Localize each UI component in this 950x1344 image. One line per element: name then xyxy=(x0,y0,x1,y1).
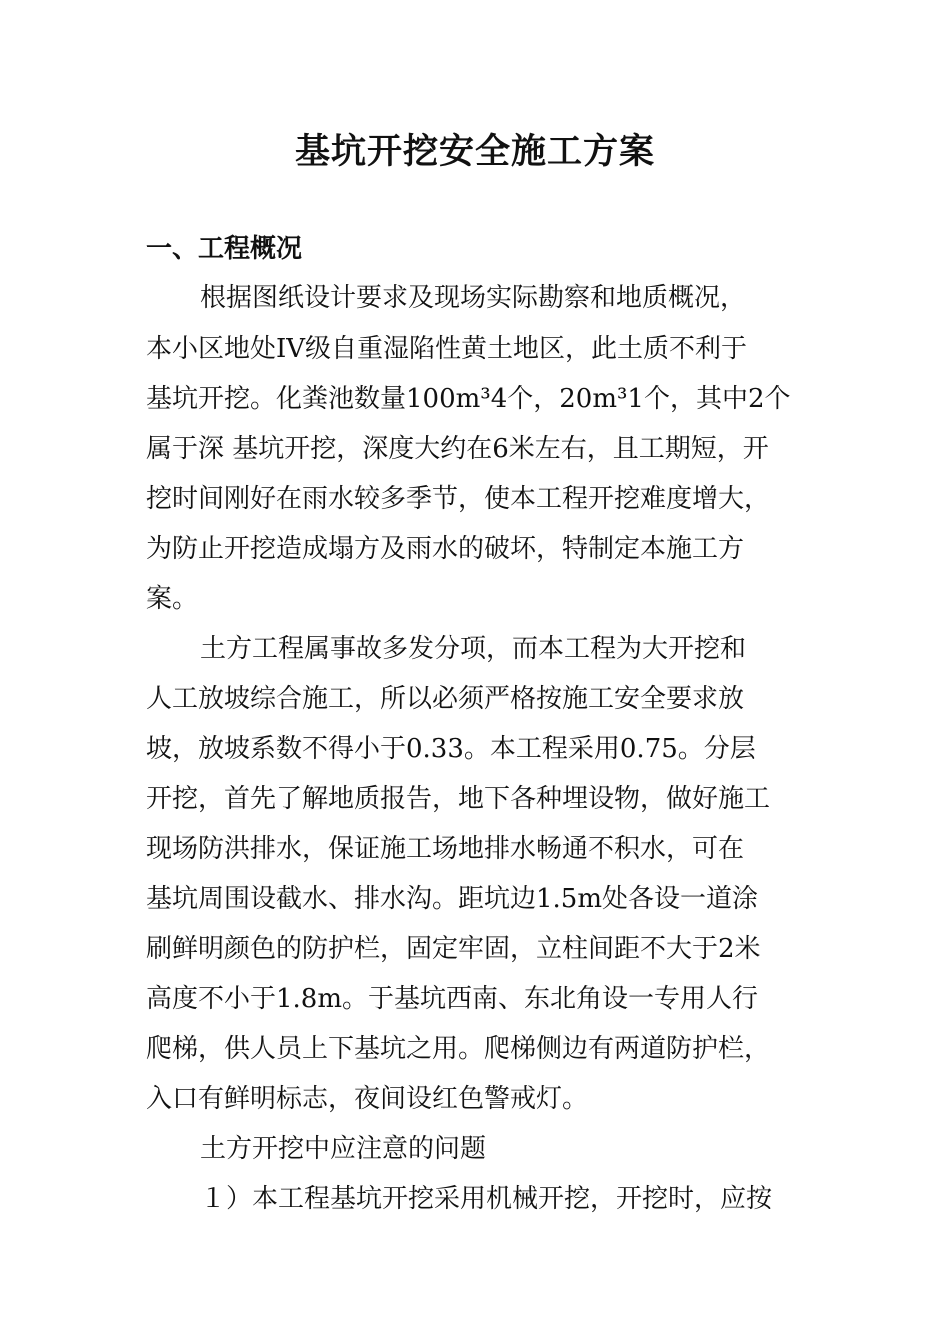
paragraph-line: 人工放坡综合施工，所以必须严格按施工安全要求放 xyxy=(146,684,745,714)
paragraph-line: 本小区地处IV级自重湿陷性黄土地区，此土质不利于 xyxy=(146,334,748,364)
paragraph-line: 土方工程属事故多发分项，而本工程为大开挖和 xyxy=(200,634,747,664)
paragraph-line: 现场防洪排水，保证施工场地排水畅通不积水，可在 xyxy=(146,834,745,864)
paragraph-line: 为防止开挖造成塌方及雨水的破坏，特制定本施工方 xyxy=(146,534,745,564)
paragraph-line: 挖时间刚好在雨水较多季节，使本工程开挖难度增大， xyxy=(146,484,771,514)
paragraph-line: 入口有鲜明标志，夜间设红色警戒灯。 xyxy=(146,1084,589,1114)
paragraph-line: １）本工程基坑开挖采用机械开挖，开挖时，应按 xyxy=(200,1184,773,1214)
section-heading: 一、工程概况 xyxy=(146,234,303,264)
paragraph-line: 高度不小于1.8m。于基坑西南、东北角设一专用人行 xyxy=(146,984,759,1014)
paragraph-line: 开挖，首先了解地质报告，地下各种埋设物，做好施工 xyxy=(146,784,771,814)
paragraph-line: 刷鲜明颜色的防护栏，固定牢固，立柱间距不大于2米 xyxy=(146,934,761,964)
document-title: 基坑开挖安全施工方案 xyxy=(294,131,655,172)
paragraph-line: 坡，放坡系数不得小于0.33。本工程采用0.75。分层 xyxy=(146,734,756,764)
paragraph-line: 属于深 基坑开挖，深度大约在6米左右，且工期短，开 xyxy=(146,434,769,464)
paragraph-line: 根据图纸设计要求及现场实际勘察和地质概况， xyxy=(200,283,747,313)
paragraph-line: 案。 xyxy=(146,584,199,614)
paragraph-line: 爬梯，供人员上下基坑之用。爬梯侧边有两道防护栏， xyxy=(146,1034,771,1064)
paragraph-line: 土方开挖中应注意的问题 xyxy=(200,1134,487,1164)
paragraph-line: 基坑周围设截水、排水沟。距坑边1.5m处各设一道涂 xyxy=(146,884,759,914)
paragraph-line: 基坑开挖。化粪池数量100m³4个，20m³1个，其中2个 xyxy=(146,384,791,414)
